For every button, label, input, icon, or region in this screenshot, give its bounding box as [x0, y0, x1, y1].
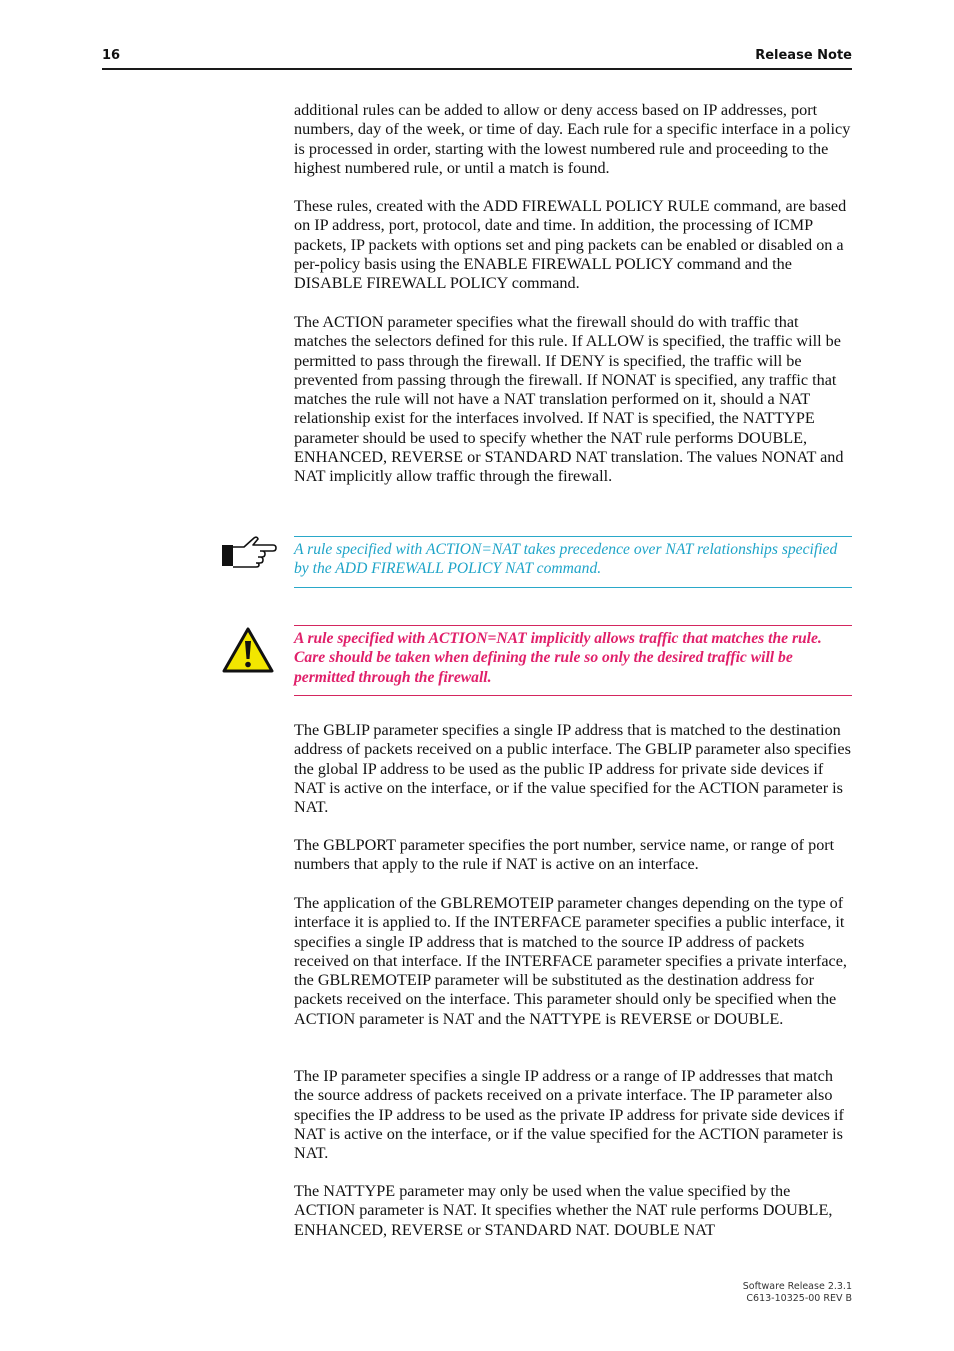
page-number: 16 [102, 48, 121, 63]
note-box [294, 536, 852, 588]
body-paragraph: The GBLIP parameter specifies a single IP address that is matched to the destination address of packets received on a public interface. The GBLIP parameter also specifies the global IP address to be used as the public IP address for private side devices if NAT is active on the interface, or if the value specified for the ACTION parameter is NAT. [294, 721, 851, 817]
paragraph-block-4 [294, 721, 852, 817]
body-paragraph: The GBLPORT parameter specifies the port number, service name, or range of port numbers that apply to the rule if NAT is active on an interface. [294, 836, 835, 874]
warning-text: A rule specified with ACTION=NAT implicitly allows traffic that matches the rule. Care should be taken when defining the rule so only the desired traffic will be permitted through the firewall. [294, 630, 822, 686]
paragraph-block-1 [294, 101, 852, 178]
paragraph-block-3 [294, 313, 852, 487]
paragraph-block-7 [294, 1067, 852, 1163]
body-paragraph: The application of the GBLREMOTEIP parameter changes depending on the type of interface it is applied to. If the INTERFACE parameter specifies a public interface, it specifies a single IP address that is matched to the source IP address of packets received on that interface. If the INTERFACE parameter specifies a private interface, the GBLREMOTEIP parameter will be substituted as the destination address for packets received on the interface. This parameter should only be specified when the ACTION parameter is NAT and the NATTYPE is REVERSE or DOUBLE. [294, 894, 847, 1028]
note-text: A rule specified with ACTION=NAT takes precedence over NAT relationships specified by the ADD FIREWALL POLICY NAT command. [294, 541, 838, 578]
software-release: Software Release 2.3.1 [742, 1281, 852, 1292]
body-paragraph: These rules, created with the ADD FIREWALL POLICY RULE command, are based on IP address, port, protocol, date and time. In addition, the processing of ICMP packets, IP packets with options set and ping packets can be enabled or disabled on a per-policy basis using the ENABLE FIREWALL POLICY command and the DISABLE FIREWALL POLICY command. [294, 197, 847, 293]
paragraph-block-5 [294, 836, 852, 875]
paragraph-block-8 [294, 1182, 852, 1240]
page-header [102, 48, 852, 70]
body-paragraph: additional rules can be added to allow or deny access based on IP addresses, port numbers, day of the week, or time of day. Each rule for a specific interface in a policy is processed in order, starting with the lowest numbered rule and proceeding to the highest numbered rule, or until a match is found. [294, 101, 851, 177]
body-paragraph: The ACTION parameter specifies what the firewall should do with traffic that matches the selectors defined for this rule. If ALLOW is specified, the traffic will be permitted to pass through the firewall. If DENY is specified, the traffic will be prevented from passing through the firewall. If NONAT is specified, any traffic that matches the rule will not have a NAT translation performed on it, should a NAT relationship exist for the interfaces involved. If NAT is specified, the NATTYPE parameter should be used to specify whether the NAT rule performs DOUBLE, ENHANCED, REVERSE or STANDARD NAT translation. The values NONAT and NAT implicitly allow traffic through the firewall. [294, 313, 844, 486]
page-footer [743, 1281, 852, 1305]
paragraph-block-2 [294, 197, 852, 293]
body-paragraph: The NATTYPE parameter may only be used when the value specified by the ACTION parameter is NAT. It specifies whether the NAT rule performs DOUBLE, ENHANCED, REVERSE or STANDARD NAT. DOUBLE NAT [294, 1182, 833, 1239]
pointing-hand-icon [220, 535, 278, 574]
warning-triangle-icon [221, 626, 275, 679]
warning-box [294, 625, 852, 696]
body-paragraph: The IP parameter specifies a single IP address or a range of IP addresses that match the source address of packets received on a private interface. The IP parameter also specifies the IP address to be used as the private IP address for private side devices if NAT is active on the interface, or if the value specified for the ACTION parameter is NAT. [294, 1067, 844, 1163]
document-code: C613-10325-00 REV B [746, 1293, 852, 1304]
document-title: Release Note [755, 48, 852, 63]
paragraph-block-6 [294, 894, 852, 1029]
